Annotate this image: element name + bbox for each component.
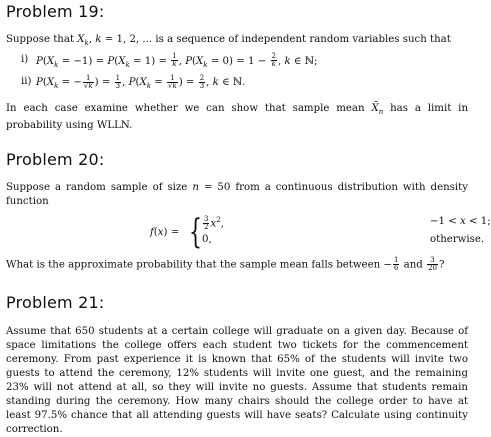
problem-body: Assume that 650 students at a certain college will graduate on a given day. Because of space limitations the college offers each student two tickets for the commencement ceremony. From past experience it is known that 65% of the students will invite two guests to attend the ceremony, 12% students will invite one guest, and the remaining 23% will not attend at all, so they will invite no guests. Assume that students remain standing during the ceremony. How many chairs should the college order to have at least 97.5% chance that all attending guests will have seats? Calculate using continuity correction. [6,326,468,435]
item-formula: $P(X_k$ = − $\frac{1}{√k}$ ) = $\frac{1}{3}$ , $P(X_k$ = $\frac{1}{√k}$ ) = $\frac{2}{3}$ , k ∈ ℕ. [36,73,246,91]
problem-question: What is the approximate probability that the sample mean falls between − $\frac{1}{6}$ and $\frac{3}{20}$ ? [6,256,445,272]
problem-heading: Problem 21: [6,293,105,312]
left-brace: { [189,212,202,252]
density-function [6,212,491,253]
item-formula: $P(X_k = -1) = P(X_k = 1)$ = $\frac{1}{k}$ , $P(X_k = 0) = 1$ − $\frac{2}{k}$ , k ∈ ℕ; [36,52,318,69]
pdf-case-2: 0, otherwise. [202,234,485,245]
problem-heading: Problem 19: [6,2,105,21]
pdf-lhs: f(x) = [150,227,180,238]
pdf-case-1: $\frac{3}{2}$ $x^2$, −1 < x < 1; [204,215,491,231]
problem-19 [6,2,468,133]
problem-21 [6,293,468,437]
list-item: i) $P(X_k = -1) = P(X_k = 1)$ = $\frac{1}{k}$ , $P(X_k = 0) = 1$ − $\frac{2}{k}$ , k ∈ ℕ; [21,52,318,69]
problem-closing: In each case examine whether we can show that sample mean $X̄_n$ has a limit in probability using WLLN. [6,103,469,132]
problem-intro: Suppose that $X_k$, k = 1, 2, ... is a sequence of independent random variables such that [6,34,451,48]
problem-heading: Problem 20: [6,150,105,169]
problem-20 [6,150,491,273]
list-item: ii) $P(X_k$ = − $\frac{1}{√k}$ ) = $\frac{1}{3}$ , $P(X_k$ = $\frac{1}{√k}$ ) = $\frac{2}{3}$ , k ∈ ℕ. [21,73,246,91]
problem-intro: Suppose a random sample of size n = 50 from a continuous distribution with density function [6,182,468,207]
